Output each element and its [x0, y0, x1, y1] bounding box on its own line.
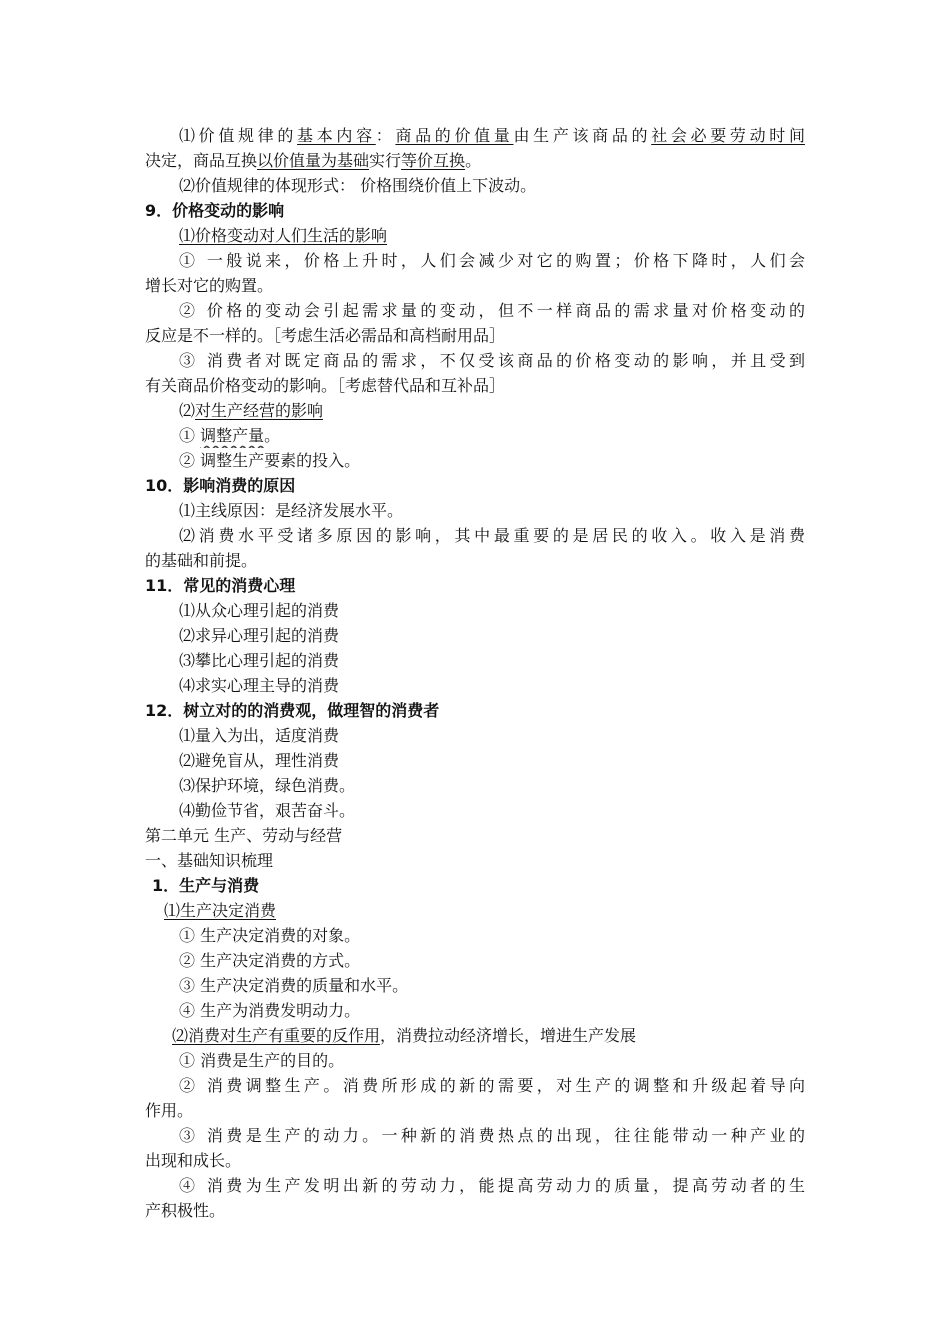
paragraph-line: ⑵求异心理引起的消费	[179, 626, 340, 645]
paragraph-line: ③ 生产决定消费的质量和水平。	[179, 976, 409, 995]
unit-title: 第二单元 生产、劳动与经营	[145, 826, 343, 845]
paragraph-line	[179, 224, 805, 248]
paragraph-line: ② 消费调整生产。消费所形成的新的需要，对生产的调整和升级起着导向	[179, 1076, 805, 1095]
paragraph-line: 产积极性。	[145, 1201, 226, 1220]
underlined-text: 以价值量为基础	[257, 151, 370, 170]
paragraph-line: ⑶攀比心理引起的消费	[179, 651, 340, 670]
paragraph-line	[172, 1024, 805, 1048]
paragraph-line: ⑷求实心理主导的消费	[179, 676, 340, 695]
paragraph-line: 有关商品价格变动的影响。［考虑替代品和互补品］	[145, 376, 506, 395]
paragraph-line: 的基础和前提。	[145, 551, 258, 570]
text: 实行	[369, 151, 402, 170]
subsection-title: 一、基础知识梳理	[145, 851, 274, 870]
text: ⑵	[179, 401, 196, 420]
paragraph-line: ③ 消费是生产的动力。一种新的消费热点的出现，往往能带动一种产业的	[179, 1126, 805, 1145]
paragraph-line	[164, 899, 805, 923]
paragraph-line: ① 消费是生产的目的。	[179, 1051, 345, 1070]
paragraph-line: ④ 生产为消费发明动力。	[179, 1001, 361, 1020]
paragraph-line: ① 一般说来，价格上升时，人们会减少对它的购置；价格下降时，人们会	[179, 251, 805, 270]
paragraph-line: ② 价格的变动会引起需求量的变动，但不一样商品的需求量对价格变动的	[179, 301, 805, 320]
underlined-text: 基本内容	[297, 126, 376, 145]
text: ：	[375, 126, 396, 145]
underlined-text: ⑴价格变动对人们生活的影响	[179, 226, 388, 245]
underlined-text: 社会必要劳动时间	[651, 126, 805, 145]
section-heading-10: 10．影响消费的原因	[145, 476, 296, 495]
underlined-text: ⑴生产决定消费	[164, 901, 277, 920]
section-heading-11: 11．常见的消费心理	[145, 576, 296, 595]
paragraph-line	[145, 149, 805, 173]
paragraph-line: ⑵消费水平受诸多原因的影响，其中最重要的是居民的收入。收入是消费	[179, 526, 805, 545]
paragraph-line	[179, 124, 805, 148]
section-heading-12: 12．树立对的的消费观，做理智的消费者	[145, 701, 440, 720]
paragraph-line: 作用。	[145, 1101, 194, 1120]
paragraph-line: ⑵价值规律的体现形式： 价格围绕价值上下波动。	[179, 176, 537, 195]
underlined-text: 商品的价值量	[395, 126, 514, 145]
paragraph-line: ⑶保护环境，绿色消费。	[179, 776, 356, 795]
paragraph-line: ① 生产决定消费的对象。	[179, 926, 361, 945]
paragraph-line: ⑴主线原因：是经济发展水平。	[179, 501, 404, 520]
paragraph-line	[179, 424, 805, 448]
paragraph-line: 反应是不一样的。［考虑生活必需品和高档耐用品］	[145, 326, 506, 345]
paragraph-line: 增长对它的购置。	[145, 276, 274, 295]
paragraph-line: ⑵避免盲从，理性消费	[179, 751, 340, 770]
text: 由生产该商品的	[513, 126, 652, 145]
paragraph-line: ③ 消费者对既定商品的需求，不仅受该商品的价格变动的影响，并且受到	[179, 351, 805, 370]
text: ①	[179, 426, 201, 445]
paragraph-line: ⑷勤俭节省，艰苦奋斗。	[179, 801, 356, 820]
underlined-text: ⑵消费对生产有重要的反作用	[172, 1026, 381, 1045]
underlined-text: 对生产经营的影响	[195, 401, 324, 420]
underlined-text: 等价互换	[401, 151, 466, 170]
paragraph-line: 出现和成长。	[145, 1151, 242, 1170]
paragraph-line: ④ 消费为生产发明出新的劳动力，能提高劳动力的质量，提高劳动者的生	[179, 1176, 805, 1195]
wavy-underlined-text: 调整产量	[200, 426, 265, 445]
text: ，消费拉动经济增长，增进生产发展	[380, 1026, 637, 1045]
text: 。	[264, 426, 281, 445]
text: 决定，商品互换	[145, 151, 258, 170]
paragraph-line: ② 生产决定消费的方式。	[179, 951, 361, 970]
section-heading-1: 1．生产与消费	[152, 876, 260, 895]
paragraph-line: ② 调整生产要素的投入。	[179, 451, 361, 470]
paragraph-line: ⑴从众心理引起的消费	[179, 601, 340, 620]
text: 。	[465, 151, 482, 170]
paragraph-line: ⑴量入为出，适度消费	[179, 726, 340, 745]
section-heading-9: 9．价格变动的影响	[145, 201, 285, 220]
paragraph-line	[179, 399, 805, 423]
text: ⑴价值规律的	[179, 126, 298, 145]
